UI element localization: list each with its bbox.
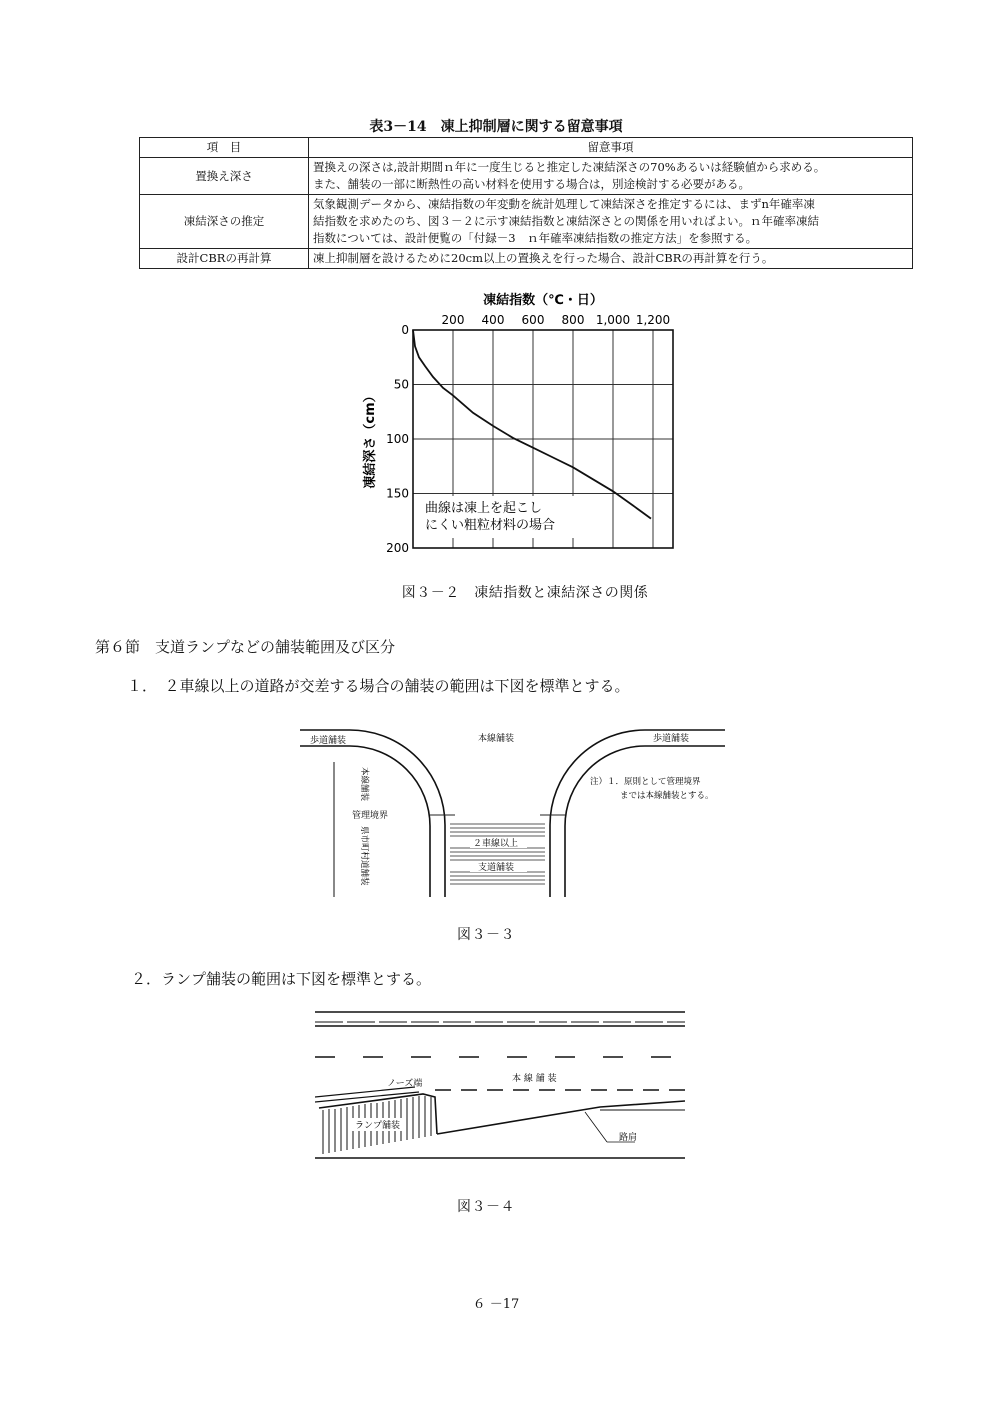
- page-number: ６ －17: [472, 1297, 520, 1312]
- table-header-row: [140, 138, 913, 158]
- table-cell-item: 凍結深さの推定: [140, 195, 309, 249]
- label-sidewalk-left: 歩道舗装: [310, 736, 347, 746]
- label-municipal-vertical: 県市町村道舗装: [359, 826, 369, 886]
- table-row: [140, 249, 913, 269]
- chart-x-tick-label: 1,000: [595, 313, 631, 327]
- figure3-caption: 図３－３: [457, 927, 515, 943]
- chart-y-tick-label: 100: [386, 432, 409, 446]
- chart-x-tick-label: 800: [561, 313, 585, 327]
- label-shoulder: 路肩: [619, 1133, 638, 1143]
- label-main-pavement: 本 線 舗 装: [512, 1074, 557, 1084]
- label-branch: 支道舗装: [478, 863, 515, 873]
- note-line2: までは本線舗装とする。: [620, 791, 714, 801]
- chart-x-ticks: [442, 313, 671, 327]
- label-sidewalk-right: 歩道舗装: [653, 734, 690, 744]
- table-cell-line: 結指数を求めたのち、図３－２に示す凍結指数と凍結深さとの関係を用いればよい。ｎ年確率凍結: [313, 214, 819, 228]
- figure4-diagram: [315, 1002, 685, 1162]
- chart-x-label: 凍結指数（℃・日）: [483, 293, 603, 308]
- item2-text: ２．ランプ舗装の範囲は下図を標準とする。: [131, 970, 432, 988]
- label-boundary: 管理境界: [352, 811, 389, 821]
- label-main-pavement: 本線舗装: [478, 734, 515, 744]
- chart-x-tick-label: 1,200: [635, 313, 671, 327]
- chart-y-tick-label: 0: [401, 323, 409, 337]
- note-line1: 注）１．原則として管理境界: [590, 777, 701, 787]
- chart-x-tick-label: 600: [521, 313, 545, 327]
- label-nose: ノーズ端: [387, 1079, 423, 1089]
- table-title: 表3－14 凍上抑制層に関する留意事項: [369, 119, 623, 135]
- inner-curve-right: [565, 746, 725, 897]
- chart-y-tick-label: 200: [386, 541, 409, 555]
- chart-y-tick-label: 150: [386, 486, 409, 501]
- label-two-lanes: ２車線以上: [473, 839, 519, 849]
- chart-y-ticks: [386, 323, 409, 555]
- chart-annotation-line2: にくい粗粒材料の場合: [425, 518, 556, 533]
- table-cell-line: 置換えの深さは,設計期間ｎ年に一度生じると推定した凍結深さの70%あるいは経験値から求める。: [313, 160, 826, 174]
- figure2-caption: 図３－２ 凍結指数と凍結深さの関係: [401, 585, 649, 601]
- table-row: [140, 158, 913, 195]
- chart-y-label: 凍結深さ（cm）: [363, 389, 378, 489]
- table-cell-line: 気象観測データから、凍結指数の年変動を統計処理して凍結深さを推定するには、まずn年確率凍: [313, 197, 815, 211]
- chart-y-tick-label: 50: [393, 377, 409, 392]
- table-header-item: 項 目: [140, 138, 309, 158]
- chart-x-tick-label: 400: [481, 313, 505, 327]
- chart-annotation-line1: 曲線は凍上を起こし: [425, 501, 543, 516]
- table-cell-notes: [309, 249, 913, 269]
- table-cell-item: 置換え深さ: [140, 158, 309, 195]
- table-cell-notes: [309, 158, 913, 195]
- item1-text: １． ２車線以上の道路が交差する場合の舗装の範囲は下図を標準とする。: [127, 677, 630, 695]
- section-title: 第６節 支道ランプなどの舗装範囲及び区分: [95, 638, 396, 656]
- table-header-notes: 留意事項: [309, 138, 913, 158]
- table-cell-line: 凍上抑制層を設けるために20cm以上の置換えを行った場合、設計CBRの再計算を行う。: [313, 251, 774, 265]
- table-cell-notes: [309, 195, 913, 249]
- figure4-caption: 図３－４: [457, 1199, 515, 1215]
- chart-x-tick-label: 200: [441, 313, 465, 327]
- freezing-chart: [350, 288, 690, 560]
- table-row: [140, 195, 913, 249]
- notes-table: [139, 137, 913, 269]
- chart-series-line: [413, 330, 651, 519]
- table-cell-item: 設計CBRの再計算: [140, 249, 309, 269]
- label-main-vertical: 本線舗装: [359, 767, 369, 802]
- table-cell-line: また、舗装の一部に断熱性の高い材料を使用する場合は，別途検討する必要がある。: [313, 177, 750, 191]
- branch-hatch: [430, 815, 565, 884]
- label-ramp: ランプ舗装: [355, 1121, 401, 1131]
- table-cell-line: 指数については、設計便覧の「付録－3 ｎ年確率凍結指数の推定方法」を参照する。: [313, 231, 758, 245]
- figure3-diagram: [300, 722, 725, 897]
- outer-curve-right: [550, 730, 725, 897]
